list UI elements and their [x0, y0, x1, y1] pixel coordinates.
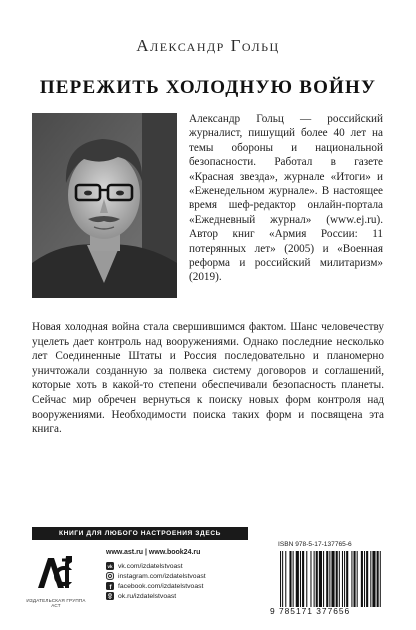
- publisher-links: [106, 549, 206, 601]
- ok-link-row[interactable]: [106, 591, 206, 601]
- instagram-icon: [106, 572, 114, 580]
- vk-link[interactable]: vk.com/izdatelstvoast: [118, 562, 183, 570]
- book-title: ПЕРЕЖИТЬ ХОЛОДНУЮ ВОЙНУ: [39, 77, 377, 98]
- author-bio: Александр Гольц — российский журналист, пишущий более 40 лет на темы обороны и национальной безопасности. Работал в газете «Красная звезда», журнале «Итоги» и «Еженедельном журнале». В настоящее время шеф-редактор онлайн-портала «Ежедневный журнал» (www.ej.ru). Автор книг «Армия России: 11 потерянных лет» (2005) и «Военная реформа и российский милитаризм» (2019).: [189, 113, 383, 284]
- facebook-icon: [106, 582, 114, 590]
- website-link[interactable]: www.ast.ru | www.book24.ru: [106, 549, 201, 556]
- vk-icon: [106, 562, 114, 570]
- instagram-link[interactable]: instagram.com/izdatelstvoast: [118, 572, 206, 580]
- isbn: ISBN 978-5-17-137765-6: [278, 541, 352, 548]
- ok-link[interactable]: ok.ru/izdatelstvoast: [118, 592, 177, 600]
- facebook-link[interactable]: facebook.com/izdatelstvoast: [118, 582, 204, 590]
- promo-bar: КНИГИ ДЛЯ ЛЮБОГО НАСТРОЕНИЯ ЗДЕСЬ: [32, 527, 248, 540]
- vk-link-row[interactable]: [106, 561, 206, 571]
- barcode-digits: 9 785171 377656: [270, 606, 351, 616]
- instagram-link-row[interactable]: [106, 571, 206, 581]
- svg-text:vk: vk: [107, 564, 113, 569]
- book-annotation: Новая холодная война стала свершившимся фактом. Шанс человечеству уцелеть дает контроль над вооружениями. Однако последние несколько лет Соединенные Штаты и Россия последовательно и планомерно уничтожали созданную за полвека систему договоров и соглашений, которые хоть в какой-то степени обеспечивали безопасность планеты. Сейчас мир обречен вернуться к поиску новых форм контроля над вооружениями. Необходимости поиска таких форм и посвящена эта книга.: [32, 321, 384, 436]
- author-photo: [32, 113, 177, 298]
- publisher-logo: [34, 550, 74, 594]
- author-name: Александр Гольц: [136, 36, 280, 55]
- ok-icon: [106, 592, 114, 600]
- barcode: [278, 551, 386, 607]
- svg-text:f: f: [109, 584, 112, 590]
- publisher-group-label: ИЗДАТЕЛЬСКАЯ ГРУППА АСТ: [26, 598, 86, 608]
- facebook-link-row[interactable]: [106, 581, 206, 591]
